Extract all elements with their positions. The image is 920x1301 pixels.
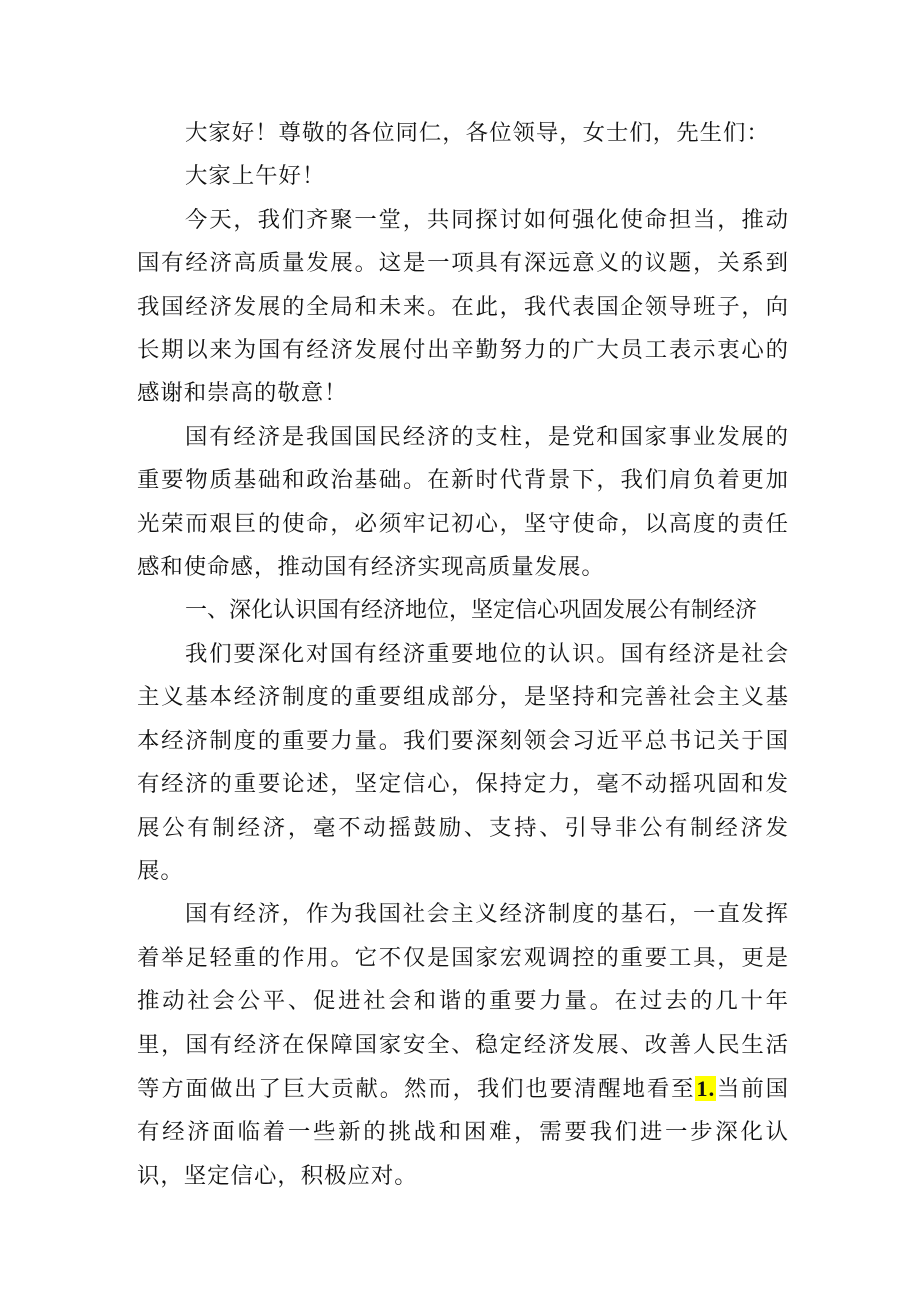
paragraph-understanding: 我们要深化对国有经济重要地位的认识。国有经济是社会主义基本经济制度的重要组成部分，是坚持和完善社会主义基本经济制度的重要力量。我们要深刻领会习近平总书记关于国有经济的重要论述，坚定信心，保持定力，毫不动摇巩固和发展公有制经济，毫不动摇鼓励、支持、引导非公有制经济发展。 (137, 640, 789, 884)
paragraph-role (137, 893, 789, 1198)
paragraph-mission: 国有经济是我国国民经济的支柱，是党和国家事业发展的重要物质基础和政治基础。在新时代背景下，我们肩负着更加光荣而艰巨的使命，必须牢记初心，坚守使命，以高度的责任感和使命感，推动国有经济实现高质量发展。 (137, 423, 789, 581)
paragraph-role-text-b: 当前国有经济面临着一些新的挑战和困难，需要我们进一步深化认识，坚定信心，积极应对。 (137, 1075, 790, 1189)
document-page (137, 112, 789, 1198)
section-heading-1: 一、深化认识国有经济地位，坚定信心巩固发展公有制经济 (185, 598, 758, 624)
salutation-line: 大家上午好！ (185, 163, 326, 190)
paragraph-intro: 今天，我们齐聚一堂，共同探讨如何强化使命担当，推动国有经济高质量发展。这是一项具有深远意义的议题，关系到我国经济发展的全局和未来。在此，我代表国企领导班子，向长期以来为国有经济发展付出辛勤努力的广大员工表示衷心的感谢和崇高的敬意！ (137, 206, 789, 407)
highlighted-marker: 1. (696, 1075, 716, 1101)
greeting-line: 大家好！尊敬的各位同仁，各位领导，女士们，先生们： (185, 120, 770, 146)
paragraph-role-text-a: 国有经济，作为我国社会主义经济制度的基石，一直发挥着举足轻重的作用。它不仅是国家宏观调控的重要工具，更是推动社会公平、促进社会和谐的重要力量。在过去的几十年里，国有经济在保障国家安全、稳定经济发展、改善人民生活等方面做出了巨大贡献。然而，我们也要清醒地看至 (137, 901, 789, 1102)
